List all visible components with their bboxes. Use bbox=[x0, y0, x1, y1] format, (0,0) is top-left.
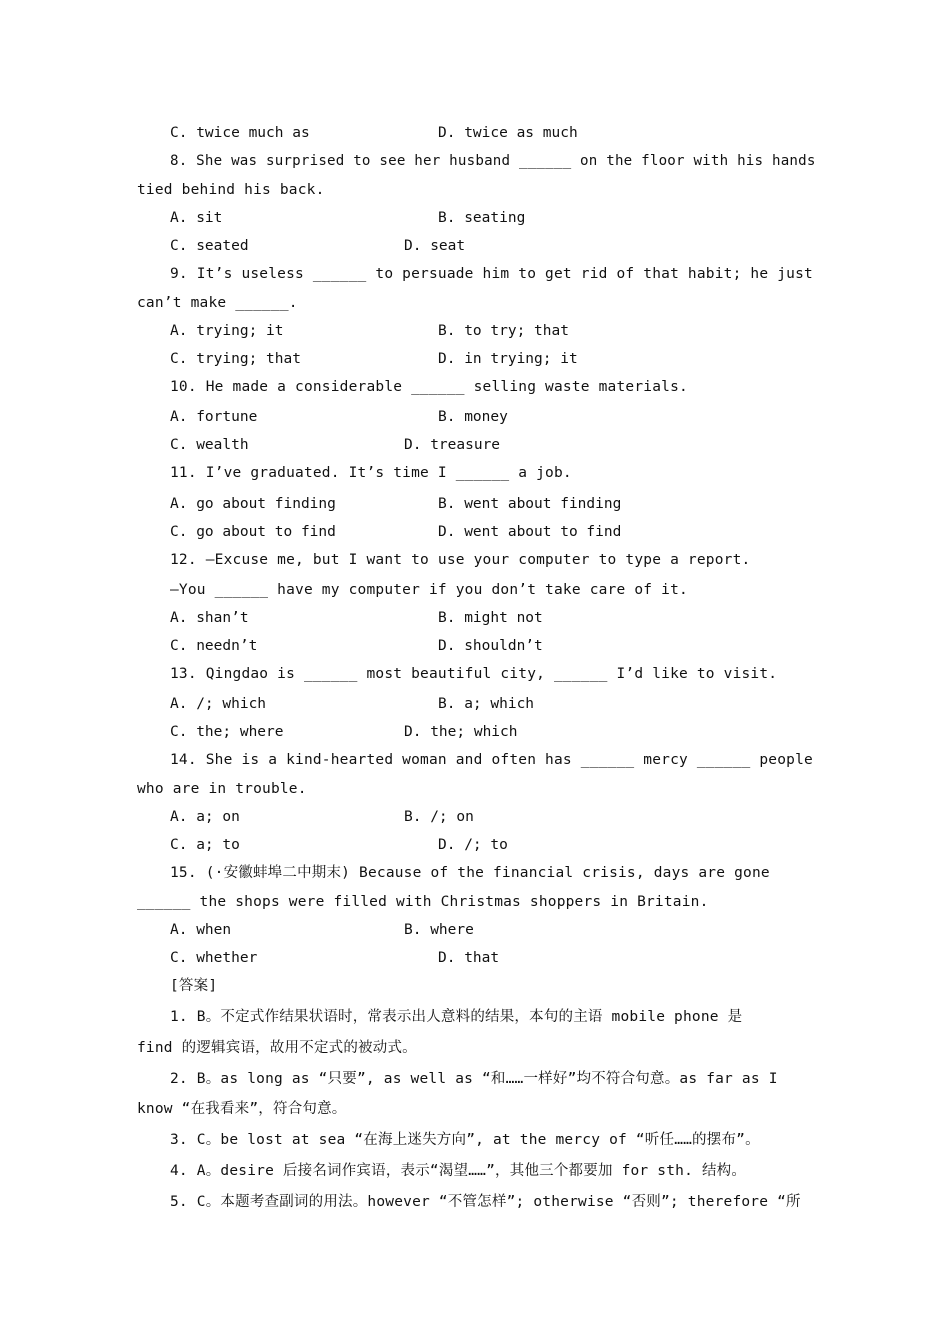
q10-stem: 10. He made a considerable ______ selling waste materials. bbox=[170, 379, 688, 395]
q14-option-b: B. /; on bbox=[404, 809, 474, 825]
q8-option-a: A. sit bbox=[170, 210, 223, 226]
q9-option-c: C. trying; that bbox=[170, 351, 301, 367]
q13-option-d: D. the; which bbox=[404, 724, 518, 740]
q15-option-a: A. when bbox=[170, 922, 232, 938]
answers-heading: [答案] bbox=[170, 978, 218, 994]
q10-option-c: C. wealth bbox=[170, 437, 249, 453]
q8-option-d: D. seat bbox=[404, 238, 466, 254]
q15-option-d: D. that bbox=[438, 950, 500, 966]
q12-option-a: A. shan’t bbox=[170, 610, 249, 626]
q9-option-b: B. to try; that bbox=[438, 323, 569, 339]
q10-option-b: B. money bbox=[438, 409, 508, 425]
q10-option-a: A. fortune bbox=[170, 409, 258, 425]
q8-stem-cont: tied behind his back. bbox=[137, 182, 325, 198]
q9-stem: 9. It’s useless ______ to persuade him to get rid of that habit; he just bbox=[170, 266, 813, 282]
q14-stem: 14. She is a kind-hearted woman and often has ______ mercy ______ people bbox=[170, 752, 813, 768]
answer-2-cont: know “在我看来”，符合句意。 bbox=[137, 1101, 347, 1117]
q15-option-b: B. where bbox=[404, 922, 474, 938]
q14-option-d: D. /; to bbox=[438, 837, 508, 853]
q8-option-c: C. seated bbox=[170, 238, 249, 254]
answer-4: 4. A。desire 后接名词作宾语，表示“渴望……”，其他三个都要加 for sth. 结构。 bbox=[170, 1163, 747, 1179]
q8-option-b: B. seating bbox=[438, 210, 526, 226]
q13-option-b: B. a; which bbox=[438, 696, 535, 712]
q10-option-d: D. treasure bbox=[404, 437, 501, 453]
q13-option-a: A. /; which bbox=[170, 696, 267, 712]
answer-2: 2. B。as long as “只要”, as well as “和……一样好”均不符合句意。as far as I bbox=[170, 1071, 778, 1087]
q8-stem: 8. She was surprised to see her husband ______ on the floor with his hands bbox=[170, 153, 816, 169]
q7-option-d: D. twice as much bbox=[438, 125, 578, 141]
q7-option-c: C. twice much as bbox=[170, 125, 310, 141]
answer-3: 3. C。be lost at sea “在海上迷失方向”, at the mercy of “听任……的摆布”。 bbox=[170, 1132, 760, 1148]
q11-option-b: B. went about finding bbox=[438, 496, 622, 512]
q14-stem-cont: who are in trouble. bbox=[137, 781, 307, 797]
answer-5: 5. C。本题考查副词的用法。however “不管怎样”; otherwise “否则”; therefore “所 bbox=[170, 1194, 801, 1210]
q15-stem: 15. (·安徽蚌埠二中期末) Because of the financial crisis, days are gone bbox=[170, 865, 770, 881]
q12-stem: 12. —Excuse me, but I want to use your computer to type a report. bbox=[170, 552, 751, 568]
answer-1-cont: find 的逻辑宾语，故用不定式的被动式。 bbox=[137, 1040, 417, 1056]
q12-option-c: C. needn’t bbox=[170, 638, 258, 654]
q11-stem: 11. I’ve graduated. It’s time I ______ a job. bbox=[170, 465, 572, 481]
q12-stem-reply: —You ______ have my computer if you don’t take care of it. bbox=[170, 582, 688, 598]
q13-stem: 13. Qingdao is ______ most beautiful city, ______ I’d like to visit. bbox=[170, 666, 778, 682]
q12-option-b: B. might not bbox=[438, 610, 543, 626]
q9-option-a: A. trying; it bbox=[170, 323, 284, 339]
q12-option-d: D. shouldn’t bbox=[438, 638, 543, 654]
q15-stem-cont: ______ the shops were filled with Christmas shoppers in Britain. bbox=[137, 894, 709, 910]
q11-option-c: C. go about to find bbox=[170, 524, 336, 540]
answer-1: 1. B。不定式作结果状语时，常表示出人意料的结果，本句的主语 mobile phone 是 bbox=[170, 1009, 743, 1025]
q11-option-a: A. go about finding bbox=[170, 496, 336, 512]
q11-option-d: D. went about to find bbox=[438, 524, 622, 540]
q14-option-c: C. a; to bbox=[170, 837, 240, 853]
q14-option-a: A. a; on bbox=[170, 809, 240, 825]
q13-option-c: C. the; where bbox=[170, 724, 284, 740]
q9-stem-cont: can’t make ______. bbox=[137, 295, 298, 311]
q15-option-c: C. whether bbox=[170, 950, 258, 966]
q9-option-d: D. in trying; it bbox=[438, 351, 578, 367]
